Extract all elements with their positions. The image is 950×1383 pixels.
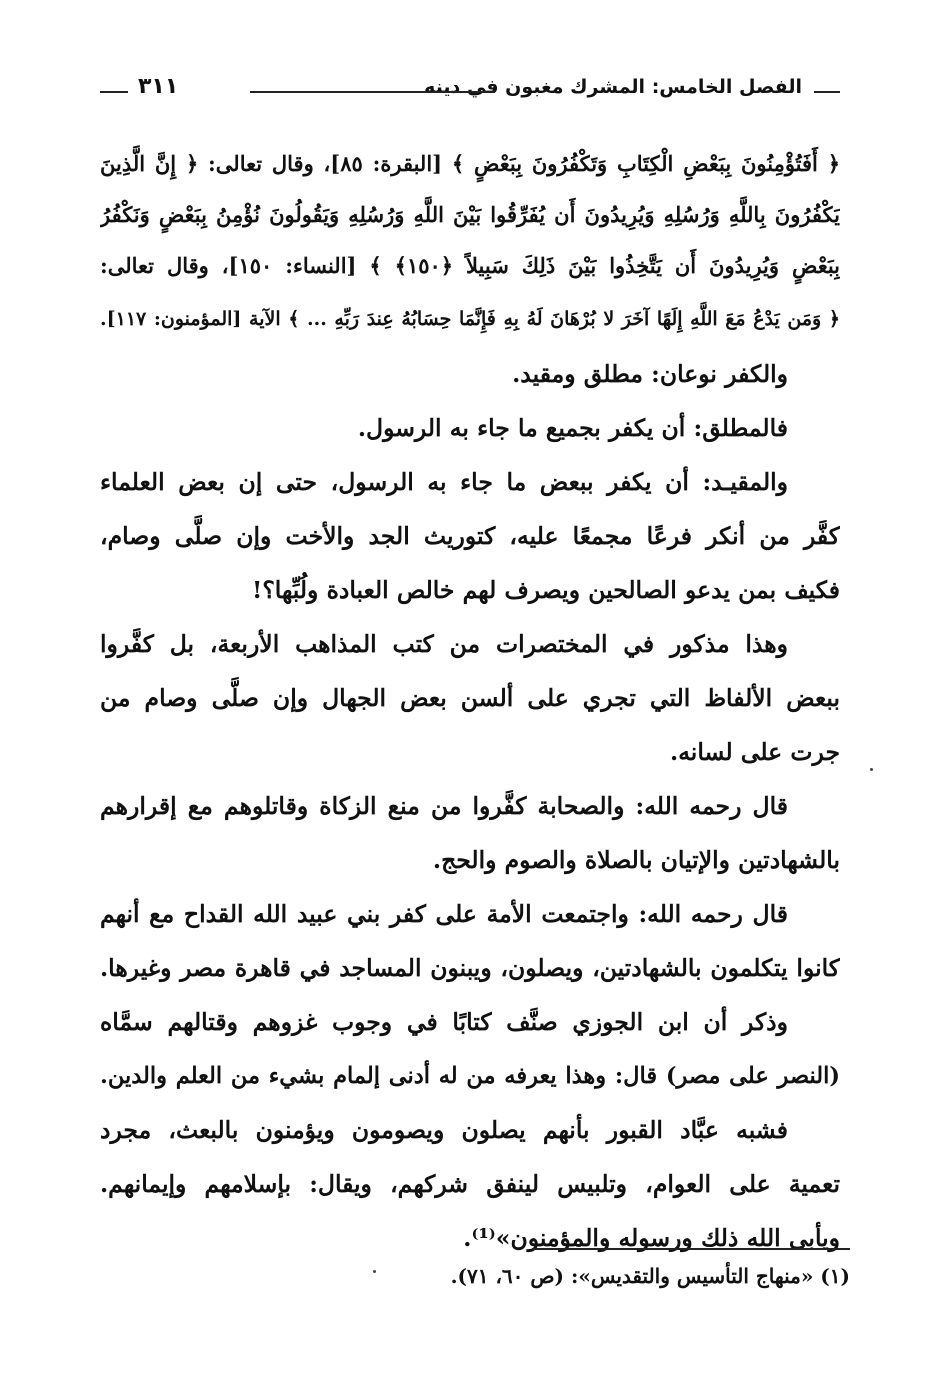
text-line: ببعض الألفاظ التي تجري على ألسن بعض الجهال وإن صلَّى وصام من xyxy=(100,684,840,712)
main-text xyxy=(100,138,840,1265)
scan-speck xyxy=(870,768,873,771)
text-line: وهذا مذكور في المختصرات من كتب المذاهب الأربعة، بل كفَّروا xyxy=(100,630,788,658)
text-line: بالشهادتين والإتيان بالصلاة والصوم والحج. xyxy=(432,846,840,874)
scan-speck xyxy=(373,1270,376,1273)
text-line: يَكْفُرُونَ بِاللَّهِ وَرُسُلِهِ وَيُرِيدُونَ أَن يُفَرِّقُوا بَيْنَ اللَّهِ وَرُسُلِهِ وَيَقُولُونَ نُؤْمِنُ بِبَعْضٍ وَنَكْفُرُ xyxy=(100,202,840,227)
text-line: فشبه عبَّاد القبور بأنهم يصلون ويصومون ويؤمنون بالبعث، مجرد xyxy=(100,1116,788,1144)
text-line: والكفر نوعان: مطلق ومقيد. xyxy=(512,360,788,388)
footnote-separator xyxy=(532,1248,850,1250)
text-line: كفَّر من أنكر فرعًا مجمعًا عليه، كتوريث الجد والأخت وإن صلَّى وصام، xyxy=(100,522,840,550)
text-line: (النصر على مصر) قال: وهذا يعرفه من له أدنى إلمام بشيء من العلم والدين. xyxy=(100,1063,840,1089)
text-line: والمقيـد: أن يكفر ببعض ما جاء به الرسول، حتى إن بعض العلماء xyxy=(100,468,788,496)
chapter-title: الفصل الخامس: المشرك مغبون في دينه xyxy=(424,76,802,98)
text-line: تعمية على العوام، وتلبيس لينفق شركهم، ويقال: بإسلامهم وإيمانهم. xyxy=(100,1170,840,1198)
header-dash xyxy=(814,91,840,93)
text-line: جرت على لسانه. xyxy=(670,738,840,766)
page-number: ٣١١ xyxy=(138,74,179,99)
text-line: كانوا يتكلمون بالشهادتين، ويصلون، ويبنون المساجد في قاهرة مصر وغيرها. xyxy=(100,954,840,982)
text-line: وذكر أن ابن الجوزي صنَّف كتابًا في وجوب غزوهم وقتالهم سمَّاه xyxy=(100,1008,788,1036)
text-line: ﴿ وَمَن يَدْعُ مَعَ اللَّهِ إِلَهًا آخَرَ لا بُرْهَانَ لَهُ بِهِ فَإِنَّمَا حِسَابُهُ عِندَ رَبِّهِ ... ﴾ الآية [المؤمنون: ١١٧]. xyxy=(100,308,840,330)
header-dash xyxy=(100,91,128,93)
text-line: ﴿ أَفَتُؤْمِنُونَ بِبَعْضِ الْكِتَابِ وَتَكْفُرُونَ بِبَعْضٍ ﴾ [البقرة: ٨٥]، وقال تعالى: ﴿ إِنَّ الَّذِينَ xyxy=(100,151,840,176)
text-line: فالمطلق: أن يكفر بجميع ما جاء به الرسول. xyxy=(357,414,788,442)
text-line: بِبَعْضٍ وَيُرِيدُونَ أَن يَتَّخِذُوا بَيْنَ ذَلِكَ سَبِيلاً ﴿١٥٠﴾ ﴾ [النساء: ١٥٠]، وقال تعالى: xyxy=(100,253,840,278)
text-line: قال رحمه الله: والصحابة كفَّروا من منع الزكاة وقاتلوهم مع إقرارهم xyxy=(100,792,788,820)
text-line: فكيف بمن يدعو الصالحين ويصرف لهم خالص العبادة ولُبِّها؟! xyxy=(252,576,840,604)
header-rule xyxy=(250,91,495,93)
running-header xyxy=(100,74,840,110)
footnote: (١) «منهاج التأسيس والتقديس»: (ص ٦٠، ٧١). xyxy=(450,1264,850,1288)
text-line: ويأبى الله ذلك ورسوله والمؤمنون»⁽¹⁾. xyxy=(463,1224,840,1252)
text-line: قال رحمه الله: واجتمعت الأمة على كفر بني عبيد الله القداح مع أنهم xyxy=(100,900,788,928)
